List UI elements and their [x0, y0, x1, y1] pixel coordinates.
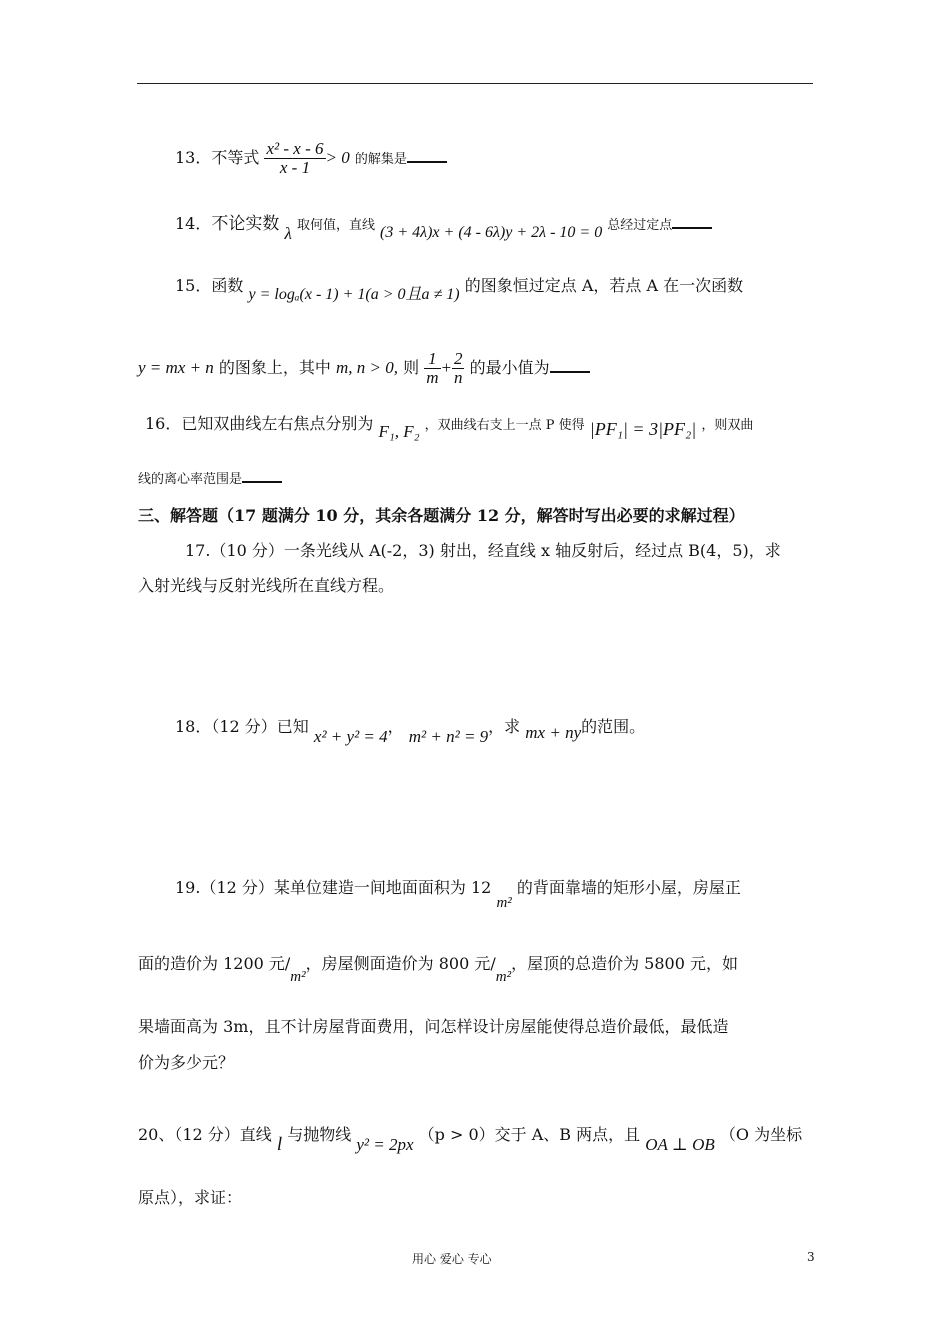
page-number: 3	[807, 1250, 815, 1264]
question-20-line2: 原点），求证：	[138, 1188, 243, 1207]
question-15: 15．函数 y = logₐ(x - 1) + 1(a > 0且a ≠ 1) 的图象恒过定点 A，若点 A 在一次函数	[175, 276, 744, 303]
question-15-line2: y = mx + n 的图象上，其中 m, n > 0, 则 $\frac{1}{m}$ + $\frac{2}{n}$ 的最小值为	[138, 350, 590, 387]
question-16-line2: 线的离心率范围是	[138, 467, 282, 491]
question-18: 18．（12 分）已知 x² + y² = 4， m² + n² = 9，求 mx + ny的范围。	[175, 717, 646, 746]
header-rule	[137, 83, 813, 84]
q13-fraction: $\frac{\text{x² - x - 6}}{x - 1}$	[266, 139, 324, 177]
q15-fraction-1: $\frac{1}{m}$	[426, 349, 439, 387]
answer-blank	[672, 213, 712, 229]
footer-text: 用心 爱心 专心	[412, 1252, 492, 1266]
answer-blank	[242, 467, 282, 483]
answer-blank	[407, 147, 447, 163]
answer-blank	[550, 357, 590, 373]
question-14: 14．不论实数 λ 取何值，直线 (3 + 4λ)x + (4 - 6λ)y + 2λ - 10 = 0 总经过定点	[175, 213, 712, 237]
question-19: 19.（12 分）某单位建造一间地面面积为 12 m² 的背面靠墙的矩形小屋，房屋正	[175, 878, 741, 911]
question-13: 13．不等式 $\frac{\text{x² - x - 6}}{x - 1}$ > 0 的解集是	[175, 140, 447, 177]
question-17: 17.（10 分）一条光线从 A(-2，3) 射出，经直线 x 轴反射后，经过点 B(4，5)，求	[185, 541, 781, 560]
question-19-line2: 面的造价为 1200 元/m²，房屋侧面造价为 800 元/m²，屋顶的总造价为 5800 元，如	[138, 954, 738, 985]
question-19-line4: 价为多少元？	[138, 1053, 235, 1072]
q15-fraction-2: $\frac{2}{n}$	[453, 349, 463, 387]
question-16: 16．已知双曲线左右焦点分别为 F₁, F₂ ，双曲线右支上一点 P 使得 |PF₁| = 3|PF₂| ，则双曲	[145, 414, 754, 441]
section-heading: 三、解答题（17 题满分 10 分，其余各题满分 12 分，解答时写出必要的求解过程）	[138, 506, 745, 525]
question-17-line2: 入射光线与反射光线所在直线方程。	[138, 576, 395, 595]
question-19-line3: 果墙面高为 3m，且不计房屋背面费用，问怎样设计房屋能使得总造价最低，最低造	[138, 1017, 729, 1036]
question-20: 20、（12 分）直线 l 与抛物线 y² = 2px （p > 0）交于 A、B 两点，且 OA ⊥ OB （O 为坐标	[138, 1125, 803, 1155]
